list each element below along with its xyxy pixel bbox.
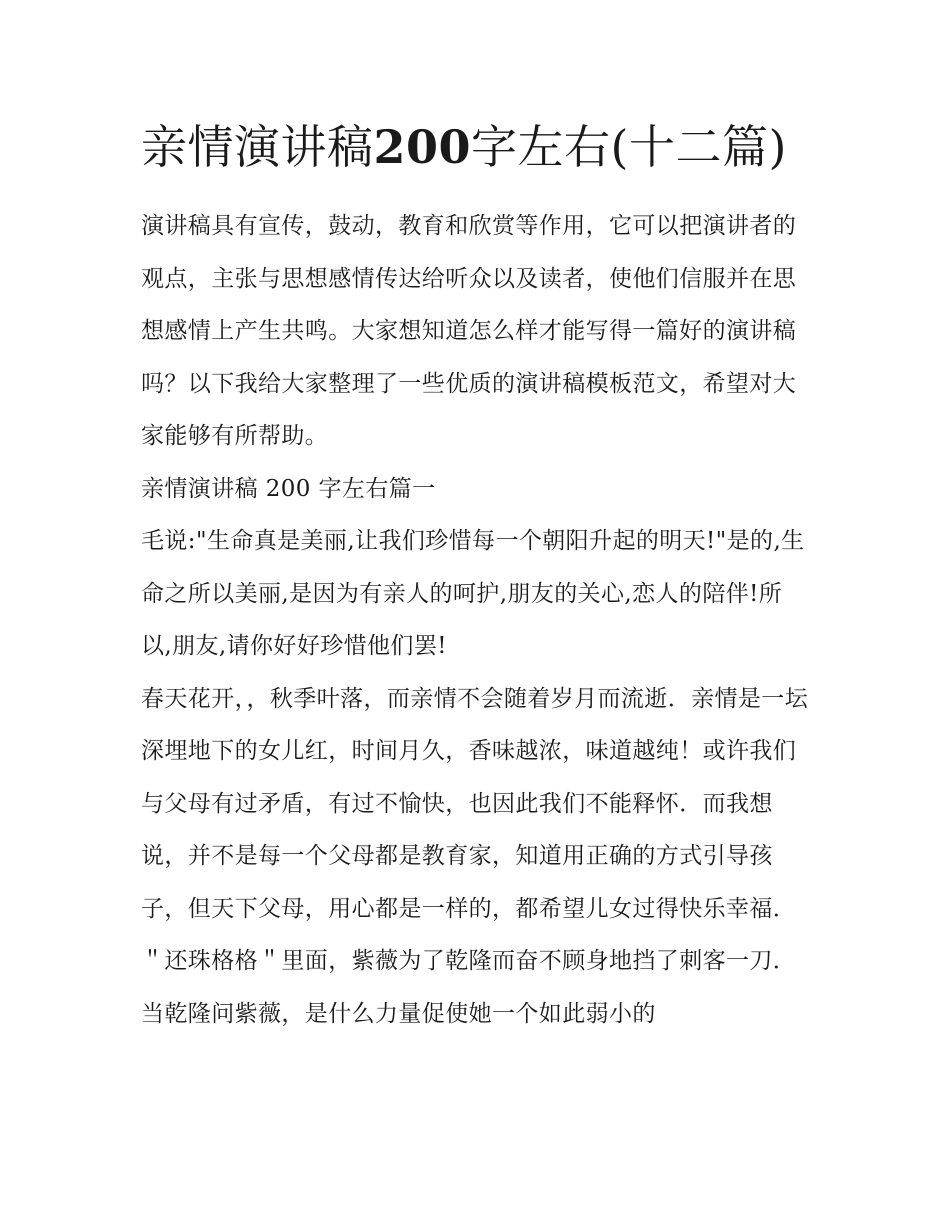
intro-paragraph: 演讲稿具有宣传，鼓动，教育和欣赏等作用，它可以把演讲者的观点，主张与思想感情传达给听众以及读者，使他们信服并在思想感情上产生共鸣。大家想知道怎么样才能写得一篇好的演讲稿吗？以下我给大家整理了一些优质的演讲稿模板范文，希望对大家能够有所帮助。 <box>141 213 797 449</box>
document-page <box>141 112 813 1040</box>
title-prefix: 亲情演讲稿 <box>141 120 374 174</box>
body-paragraph: 春天花开，，秋季叶落，而亲情不会随着岁月而流逝．亲情是一坛深埋地下的女儿红，时间月久，香味越浓，味道越纯！或许我们与父母有过矛盾，有过不愉快，也因此我们不能释怀．而我想说，并不是每一个父母都是教育家，知道用正确的方式引导孩子，但天下父母，用心都是一样的，都希望儿女过得快乐幸福．＂还珠格格＂里面，紫薇为了乾隆而奋不顾身地挡了刺客一刀．当乾隆问紫薇，是什么力量促使她一个如此弱小的 <box>141 685 809 1027</box>
section-heading: 亲情演讲稿 200 字左右篇一 <box>141 475 436 502</box>
document-title <box>141 112 813 182</box>
title-suffix: 字左右(十二篇) <box>471 120 787 174</box>
quote-paragraph: 毛说:"生命真是美丽,让我们珍惜每一个朝阳升起的明天!"是的,生命之所以美丽,是因为有亲人的呵护,朋友的关心,恋人的陪伴!所以,朋友,请你好好珍惜他们罢! <box>141 528 805 659</box>
title-number: 200 <box>373 120 472 174</box>
